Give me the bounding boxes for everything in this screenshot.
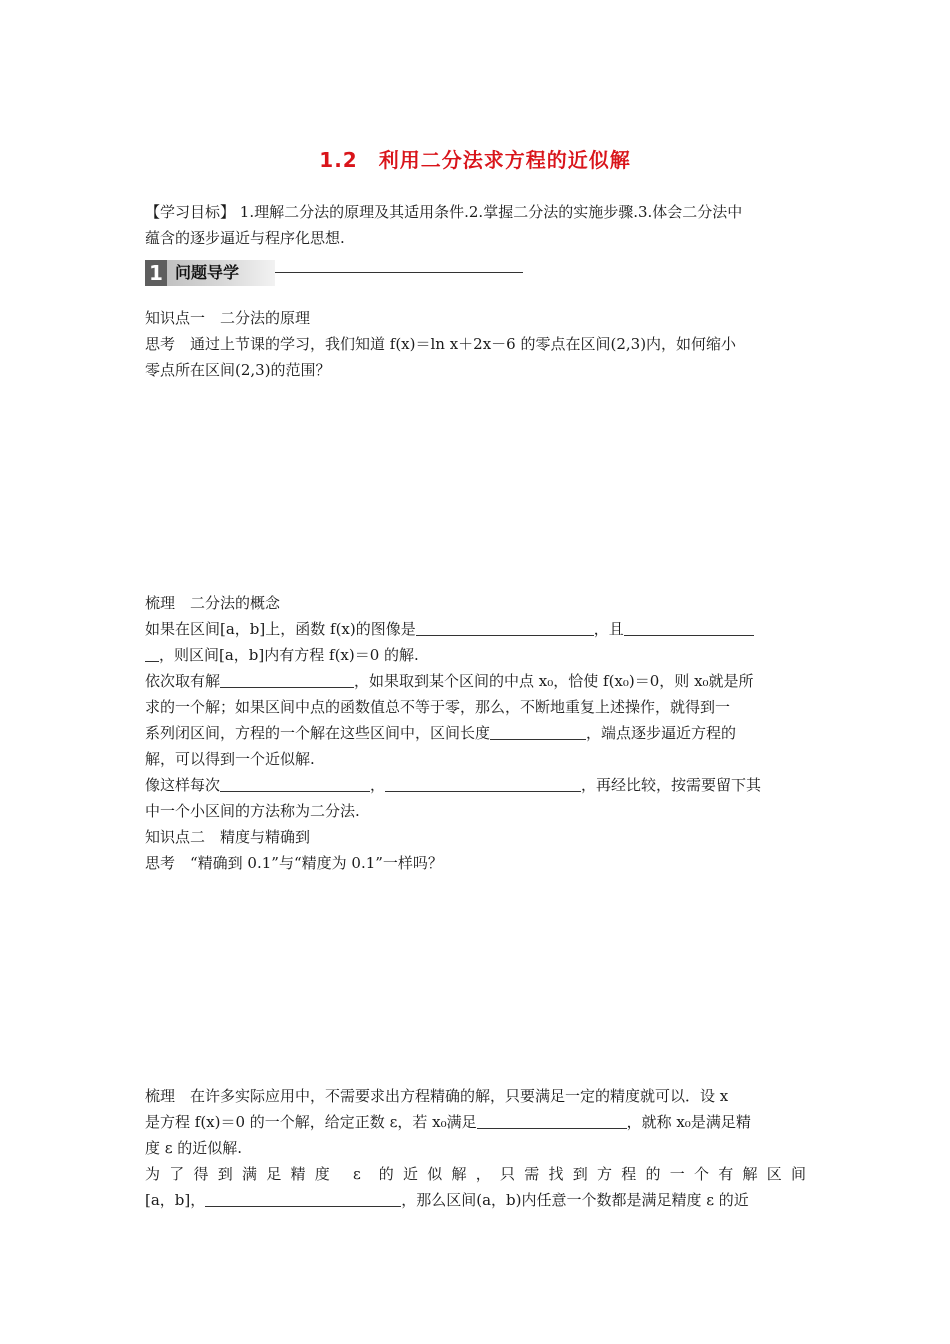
fill-blank[interactable] [220, 775, 370, 792]
comb1-line-8: 中一个小区间的方法称为二分法. [145, 802, 360, 820]
learning-goals-label: 【学习目标】 [145, 203, 236, 221]
comb1-text: ，端点逐步逼近方程的 [586, 724, 737, 742]
fill-blank[interactable] [145, 645, 159, 662]
comb1-line-5 [145, 720, 810, 746]
comb1-line-4: 求的一个解；如果区间中点的函数值总不等于零，那么，不断地重复上述操作，就得到一 [145, 698, 731, 716]
section-label: 问题导学 [175, 263, 240, 282]
kp1-heading: 知识点一 二分法的原理 [145, 309, 311, 327]
fill-blank[interactable] [477, 1112, 627, 1129]
comb2-text: ，那么区间(a，b)内任意一个数都是满足精度 ε 的近 [401, 1191, 749, 1209]
comb1-text: 依次取有解 [145, 672, 221, 690]
comb2-line-1: 梳理 在许多实际应用中，不需要求出方程精确的解，只要满足一定的精度就可以．设 x [145, 1087, 729, 1105]
comb1-text: ，再经比较，按需要留下其 [581, 776, 762, 794]
fill-blank[interactable] [490, 723, 586, 740]
learning-goals-text-1: 1.理解二分法的原理及其适用条件.2.掌握二分法的实施步骤.3.体会二分法中 [239, 203, 743, 221]
comb2-text: ，就称 x₀是满足精 [626, 1113, 751, 1131]
comb1-text: 像这样每次 [145, 776, 221, 794]
page-title: 1.2 利用二分法求方程的近似解 [319, 148, 631, 172]
comb1-text: ，且 [593, 620, 624, 638]
comb1-line-1 [145, 616, 810, 642]
section-number: 1 [145, 260, 167, 286]
kp1-think-line-1: 思考 通过上节课的学习，我们知道 f(x)＝ln x＋2x－6 的零点在区间(2,3)内，如何缩小 [145, 335, 737, 353]
learning-goals-line-2: 蕴含的逐步逼近与程序化思想. [145, 229, 345, 247]
section-banner [145, 260, 275, 286]
comb2-line-2 [145, 1109, 810, 1135]
comb1-text: ，如果取到某个区间的中点 x₀，恰使 f(x₀)＝0，则 x₀就是所 [354, 672, 754, 690]
kp2-think: 思考 “精确到 0.1”与“精度为 0.1”一样吗？ [145, 854, 443, 872]
comb1-line-2 [145, 642, 810, 668]
comb1-line-3 [145, 668, 810, 694]
comb1-text: 系列闭区间，方程的一个解在这些区间中，区间长度 [145, 724, 491, 742]
comb2-line-5 [145, 1187, 810, 1213]
comb1-text: ， [370, 776, 386, 794]
comb1-text: ，则区间[a，b]内有方程 f(x)＝0 的解. [159, 646, 419, 664]
fill-blank[interactable] [624, 619, 754, 636]
comb1-heading: 梳理 二分法的概念 [145, 594, 281, 612]
kp2-heading: 知识点二 精度与精确到 [145, 828, 311, 846]
comb1-line-7 [145, 772, 810, 798]
comb1-line-6: 解，可以得到一个近似解. [145, 750, 315, 768]
comb2-text: [a，b]， [145, 1191, 206, 1209]
fill-blank[interactable] [220, 671, 354, 688]
comb1-text: 如果在区间[a，b]上，函数 f(x)的图像是 [145, 620, 416, 638]
section-rule [275, 272, 523, 273]
learning-goals-line-1 [145, 199, 810, 225]
fill-blank[interactable] [205, 1190, 401, 1207]
fill-blank[interactable] [416, 619, 594, 636]
kp1-think-line-2: 零点所在区间(2,3)的范围？ [145, 361, 331, 379]
comb2-text: 是方程 f(x)＝0 的一个解，给定正数 ε，若 x₀满足 [145, 1113, 477, 1131]
comb2-line-4: 为了得到满足精度 ε 的近似解，只需找到方程的一个有解区间 [145, 1165, 810, 1183]
fill-blank[interactable] [385, 775, 581, 792]
comb2-line-3: 度 ε 的近似解. [145, 1139, 243, 1157]
